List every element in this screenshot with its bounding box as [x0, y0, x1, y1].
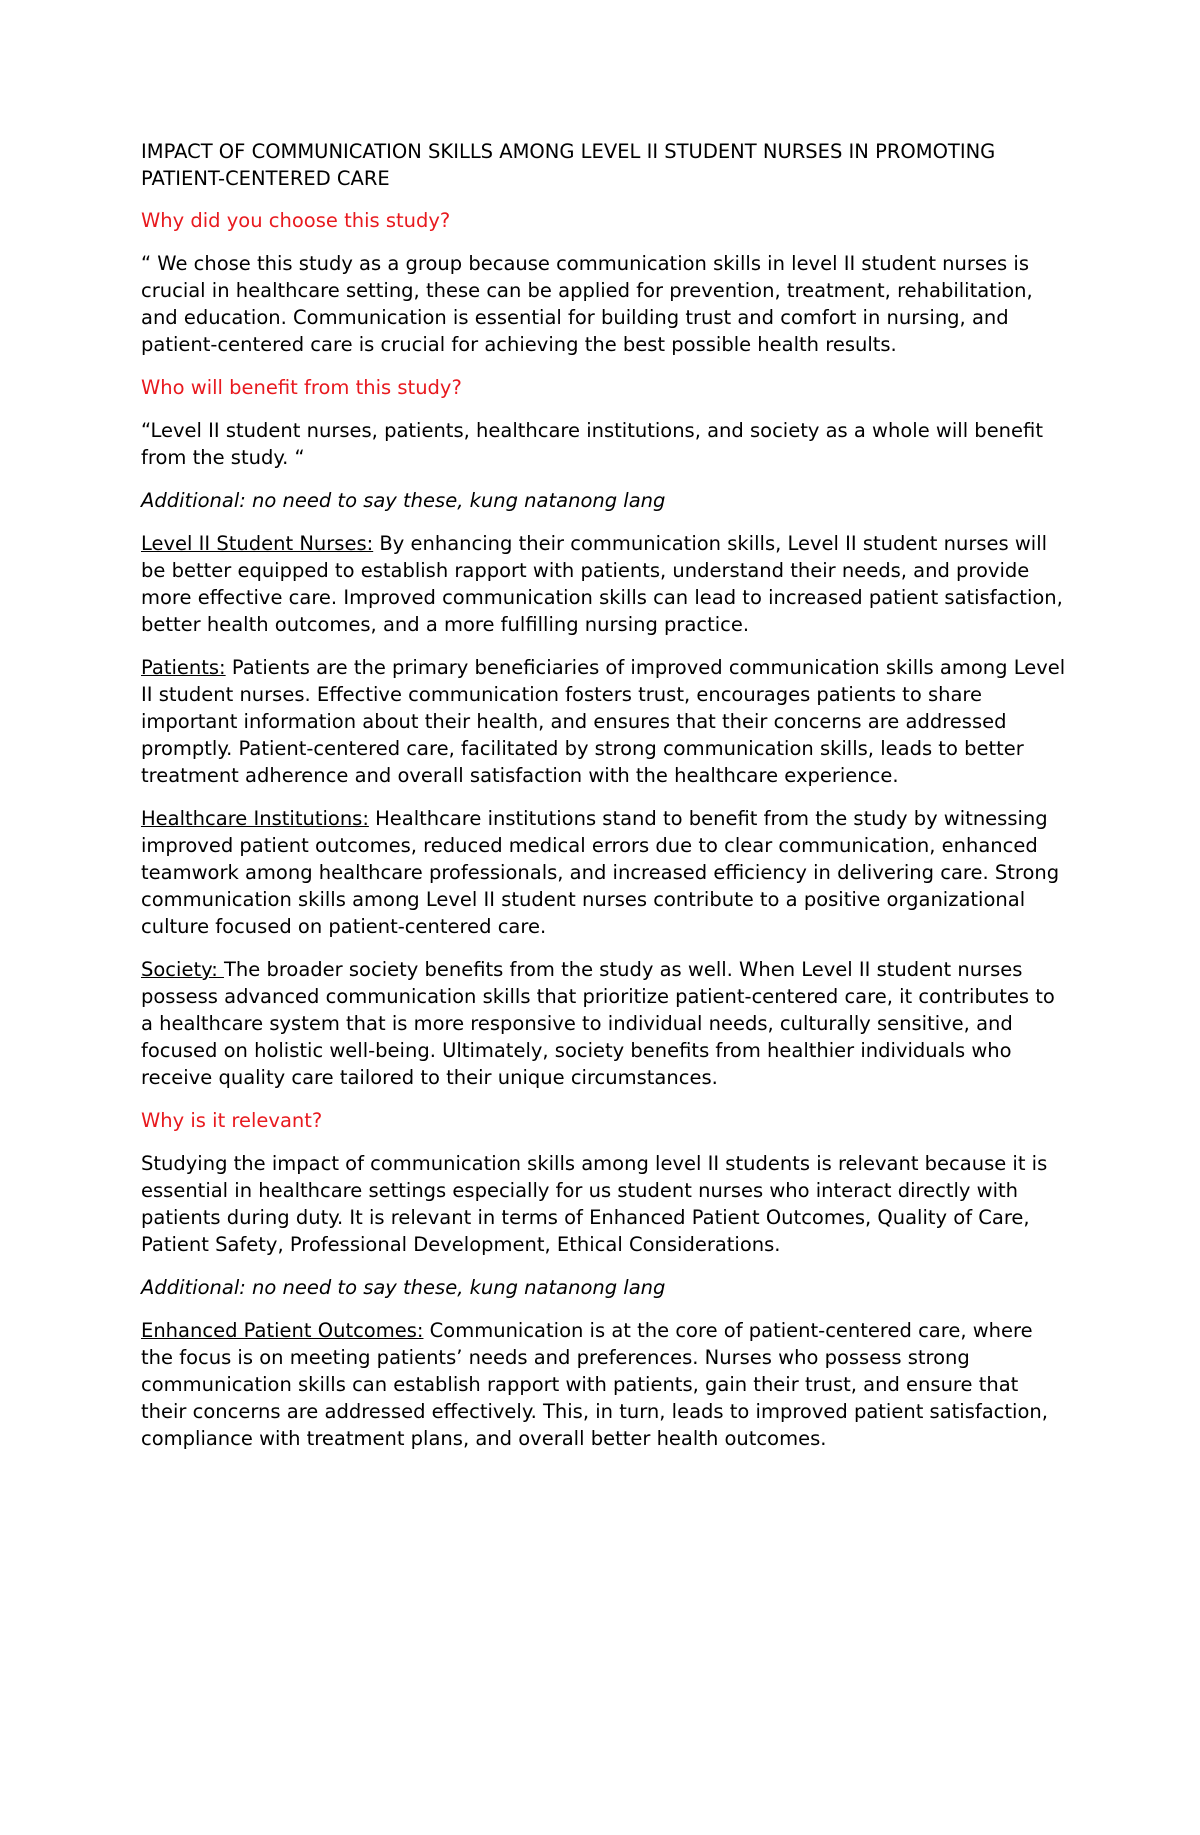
beneficiary-paragraph	[141, 956, 1066, 1091]
document-body	[141, 138, 1066, 1468]
relevance-term: Enhanced Patient Outcomes:	[141, 1319, 424, 1342]
answer-why-choose: “ We chose this study as a group because communication skills in level II student nurses is crucial in healthcare setting, these can be applied for prevention, treatment, rehabilitation, and education. Communication is essential for building trust and comfort in nursing, and patient-centered care is crucial for achieving the best possible health results.	[141, 252, 1033, 356]
additional-note: Additional: no need to say these, kung natanong lang	[141, 1276, 666, 1299]
beneficiary-text: Healthcare institutions stand to benefit from the study by witnessing improved patient outcomes, reduced medical errors due to clear communication, enhanced teamwork among healthcare professionals, and increased efficiency in delivering care. Strong communication skills among Level II student nurses contribute to a positive organizational culture focused on patient-centered care.	[141, 807, 1060, 938]
beneficiary-term: Society:	[141, 958, 224, 981]
beneficiary-text: Patients are the primary beneficiaries of improved communication skills among Level II student nurses. Effective communication fosters trust, encourages patients to share important information about their health, and ensures that their concerns are addressed promptly. Patient-centered care, facilitated by strong communication skills, leads to better treatment adherence and overall satisfaction with the healthcare experience.	[141, 656, 1066, 787]
answer-why-relevant: Studying the impact of communication skills among level II students is relevant because it is essential in healthcare settings especially for us student nurses who interact directly with patients during duty. It is relevant in terms of Enhanced Patient Outcomes, Quality of Care, Patient Safety, Professional Development, Ethical Considerations.	[141, 1152, 1048, 1256]
beneficiary-paragraph	[141, 654, 1066, 789]
beneficiary-paragraph	[141, 530, 1066, 638]
beneficiary-term: Healthcare Institutions:	[141, 807, 369, 830]
answer-who-benefit: “Level II student nurses, patients, healthcare institutions, and society as a whole will benefit from the study. “	[141, 419, 1043, 469]
beneficiary-text: By enhancing their communication skills, Level II student nurses will be better equipped to establish rapport with patients, understand their needs, and provide more effective care. Improved communication skills can lead to increased patient satisfaction, better health outcomes, and a more fulfilling nursing practice.	[141, 532, 1063, 636]
question-why-choose: Why did you choose this study?	[141, 209, 451, 232]
beneficiary-term: Patients:	[141, 656, 226, 679]
relevance-text: Communication is at the core of patient-centered care, where the focus is on meeting patients’ needs and preferences. Nurses who possess strong communication skills can establish rapport with patients, gain their trust, and ensure that their concerns are addressed effectively. This, in turn, leads to improved patient satisfaction, compliance with treatment plans, and overall better health outcomes.	[141, 1319, 1048, 1450]
beneficiary-text: The broader society benefits from the study as well. When Level II student nurses possess advanced communication skills that prioritize patient-centered care, it contributes to a healthcare system that is more responsive to individual needs, culturally sensitive, and focused on holistic well-being. Ultimately, society benefits from healthier individuals who receive quality care tailored to their unique circumstances.	[141, 958, 1055, 1089]
additional-note: Additional: no need to say these, kung natanong lang	[141, 489, 666, 512]
document-title: IMPACT OF COMMUNICATION SKILLS AMONG LEVEL II STUDENT NURSES IN PROMOTING PATIENT-CENTERED CARE	[141, 140, 996, 190]
question-who-benefit: Who will benefit from this study?	[141, 376, 462, 399]
question-why-relevant: Why is it relevant?	[141, 1109, 323, 1132]
beneficiary-paragraph	[141, 805, 1066, 940]
beneficiary-term: Level II Student Nurses:	[141, 532, 374, 555]
relevance-paragraph	[141, 1317, 1066, 1452]
